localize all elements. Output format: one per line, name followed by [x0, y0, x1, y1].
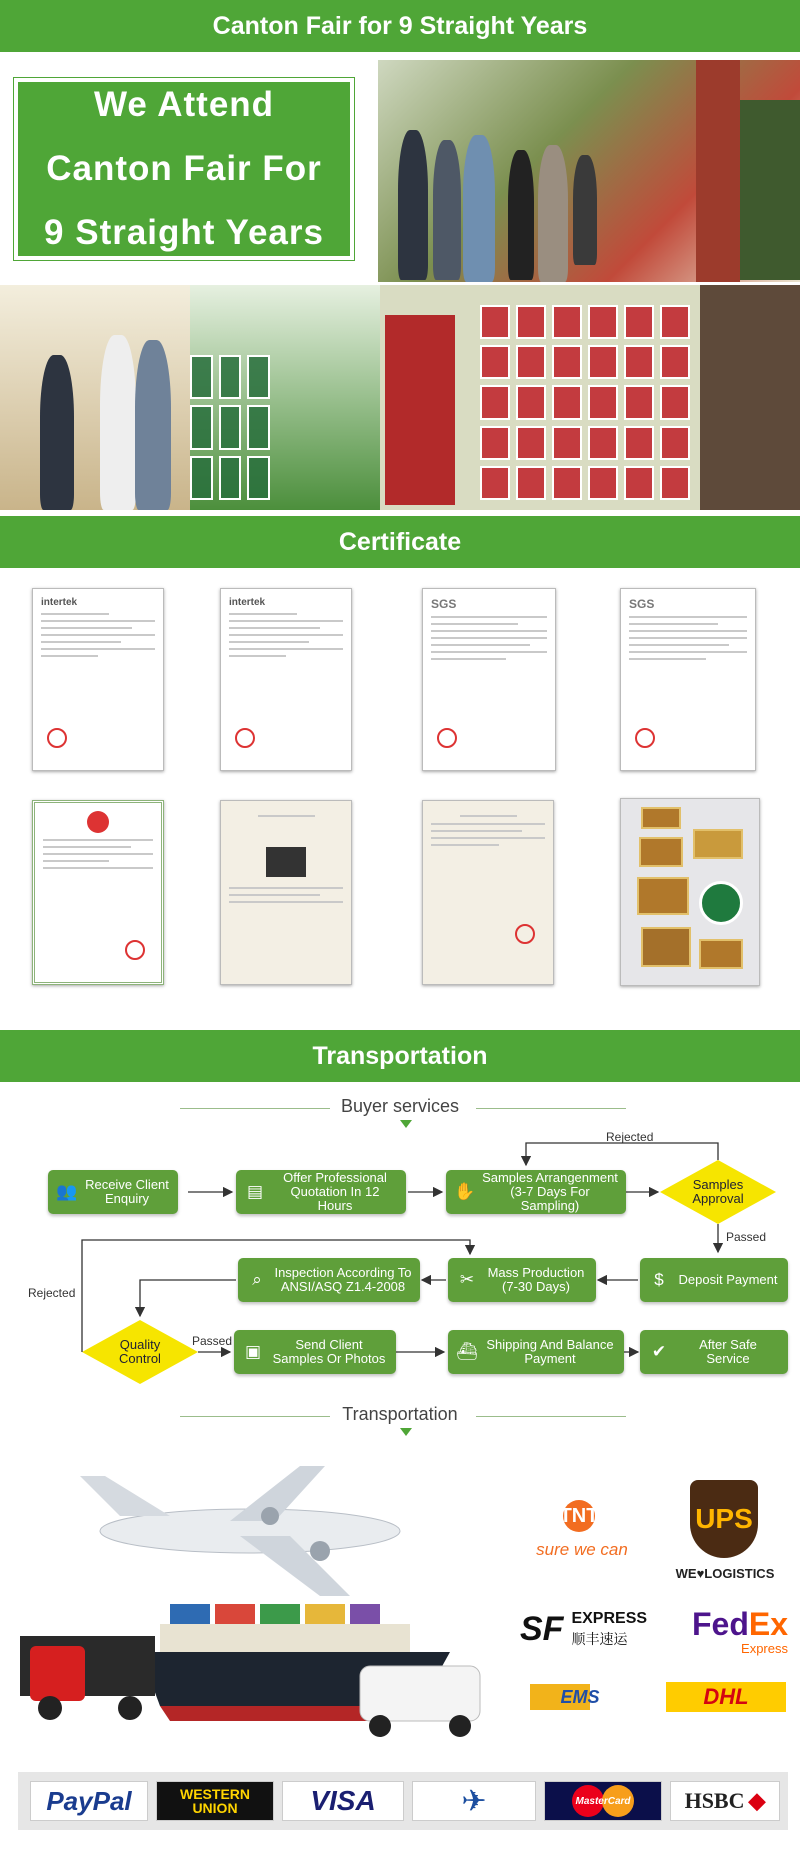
- step-samples-arrangement: ✋ Samples Arrangenment (3-7 Days For Sampling): [446, 1170, 626, 1214]
- canton-fair-banner: Canton Fair for 9 Straight Years: [0, 0, 800, 52]
- fedex-ex: Ex: [748, 1605, 788, 1642]
- step-mass-production: ✂ Mass Production (7-30 Days): [448, 1258, 596, 1302]
- label-rejected-top: Rejected: [606, 1130, 654, 1144]
- attend-line-1: We Attend: [93, 85, 275, 124]
- airplane-ship-truck-image: [20, 1436, 490, 1766]
- fedex-fed: Fed: [691, 1605, 749, 1642]
- document-icon: ▤: [246, 1182, 264, 1201]
- decision-samples-approval: Samples Approval: [660, 1160, 776, 1224]
- hsbc-hexagon-icon: ◆: [748, 1788, 766, 1813]
- step-receive-enquiry: 👥 Receive Client Enquiry: [48, 1170, 178, 1214]
- western-union-logo: WESTERN UNION: [156, 1781, 274, 1821]
- unionpay-icon: ✈: [412, 1781, 536, 1821]
- fedex-express: Express: [741, 1640, 788, 1656]
- ship-icon: ⛴: [456, 1342, 478, 1361]
- cert-brand: SGS: [629, 597, 655, 611]
- money-icon: $: [654, 1270, 664, 1289]
- hsbc-logo: HSBC ◆: [670, 1781, 780, 1821]
- tnt-logo: TNT: [524, 1494, 634, 1538]
- tools-icon: ✂: [459, 1270, 475, 1289]
- sf-chinese-text: 顺丰速运: [571, 1631, 628, 1647]
- ups-logo: UPS: [690, 1480, 758, 1558]
- cert-brand: intertek: [229, 597, 266, 608]
- divider-right-2: [476, 1416, 626, 1417]
- cert-brand: intertek: [41, 597, 78, 608]
- label-passed-bottom: Passed: [192, 1334, 233, 1348]
- attend-line-3: 9 Straight Years: [44, 213, 324, 252]
- step-inspection: ⌕ Inspection According To ANSI/ASQ Z1.4-2008: [238, 1258, 420, 1302]
- mastercard-text: MasterCard: [575, 1795, 631, 1807]
- image-icon: ▣: [244, 1342, 262, 1361]
- fedex-logo: [670, 1606, 788, 1656]
- step-deposit-payment: $ Deposit Payment: [640, 1258, 788, 1302]
- decision-quality-control: Quality Control: [82, 1320, 198, 1384]
- sf-express-text: EXPRESS: [571, 1610, 648, 1627]
- step-shipping-balance: ⛴ Shipping And Balance Payment: [448, 1330, 624, 1374]
- ups-tagline: WE♥LOGISTICS: [675, 1565, 775, 1581]
- step-after-service: ✔ After Safe Service: [640, 1330, 788, 1374]
- certificate-banner: Certificate: [0, 516, 800, 568]
- ems-logo: EMS: [530, 1684, 630, 1710]
- users-icon: 👥: [56, 1182, 78, 1201]
- dhl-logo: DHL: [666, 1682, 786, 1712]
- transportation-subtitle: Transportation: [342, 1404, 458, 1424]
- tnt-tagline: sure we can: [536, 1540, 628, 1559]
- transport-illustration: [20, 1436, 490, 1766]
- transportation-banner: Transportation: [0, 1030, 800, 1082]
- cert-brand: SGS: [431, 597, 457, 611]
- visa-logo: VISA: [282, 1781, 404, 1821]
- hand-icon: ✋: [454, 1182, 476, 1201]
- attend-line-2: Canton Fair For: [46, 149, 322, 188]
- step-offer-quotation: ▤ Offer Professional Quotation In 12 Hours: [236, 1170, 406, 1214]
- buyer-services-title: Buyer services: [340, 1096, 460, 1116]
- sf-express-logo: [520, 1606, 650, 1652]
- transportation-arrow: [400, 1428, 412, 1436]
- step-send-samples: ▣ Send Client Samples Or Photos: [234, 1330, 396, 1374]
- sf-mark: SF: [520, 1609, 564, 1648]
- search-icon: ⌕: [252, 1270, 262, 1289]
- label-passed-top: Passed: [726, 1230, 767, 1244]
- mastercard-logo: [544, 1781, 662, 1821]
- label-rejected-left: Rejected: [28, 1286, 76, 1300]
- paypal-logo: PayPal: [30, 1781, 148, 1821]
- shield-check-icon: ✔: [651, 1342, 667, 1361]
